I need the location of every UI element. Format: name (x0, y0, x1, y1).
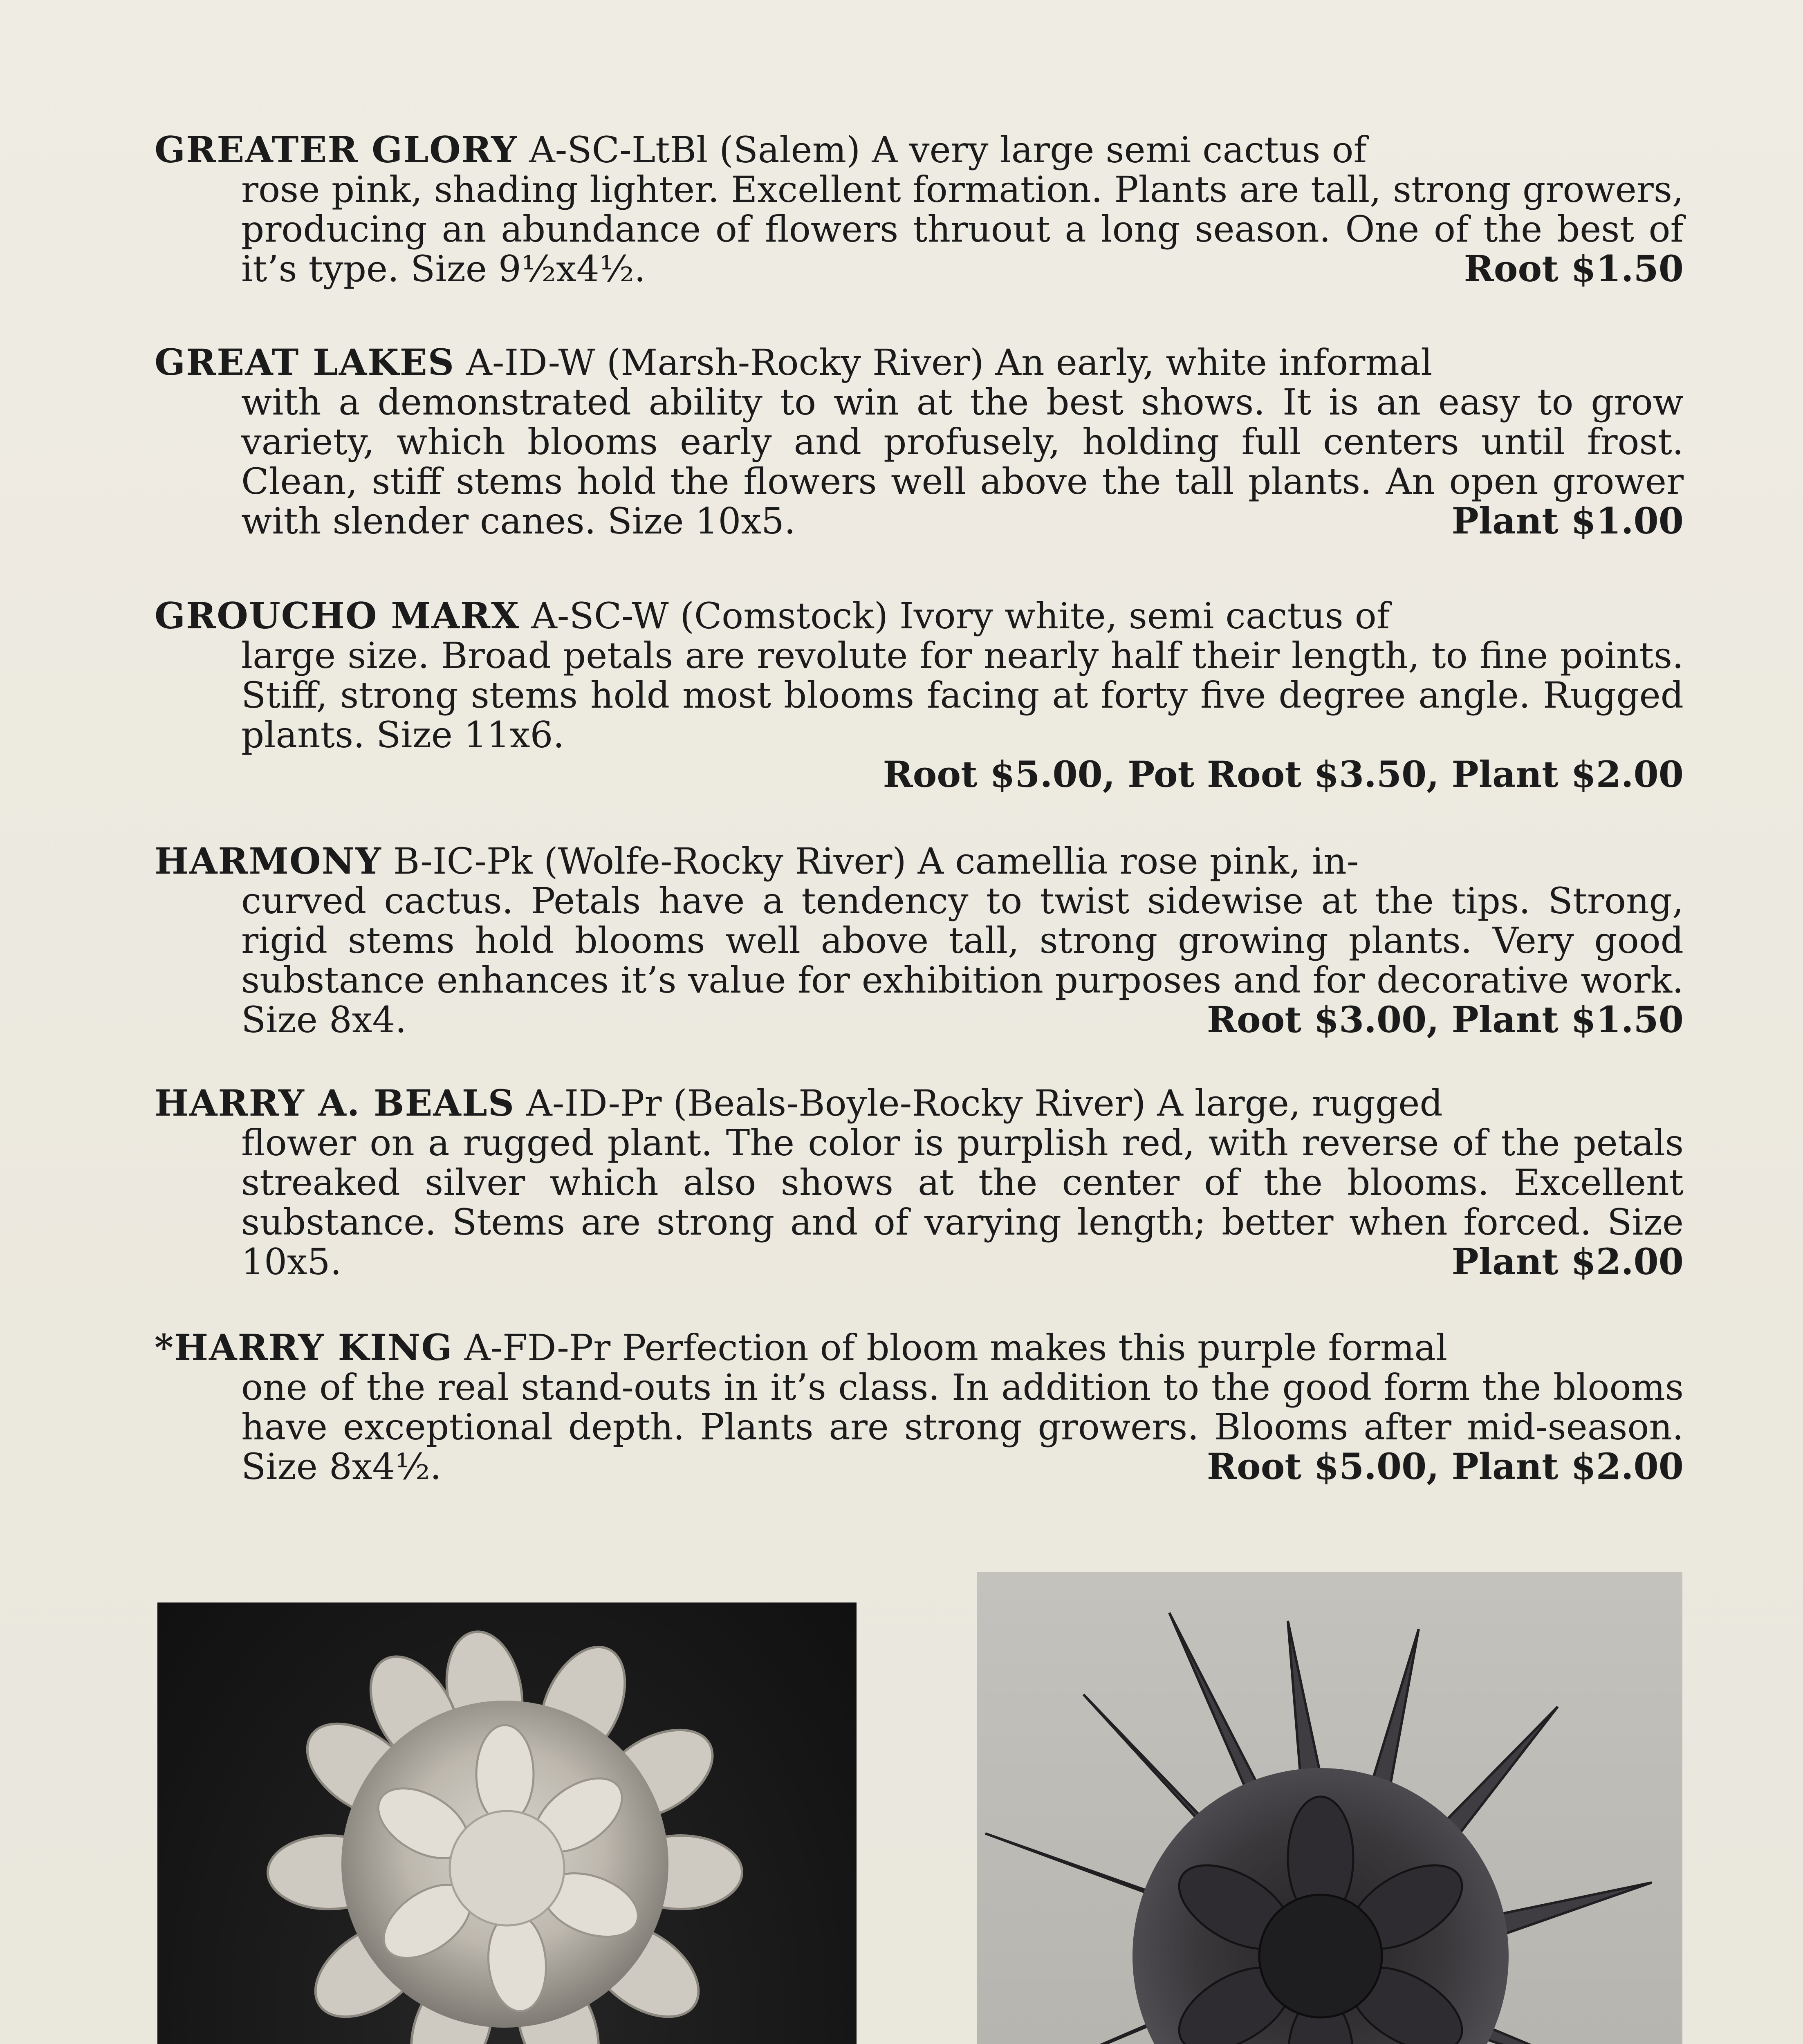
variety-name: *HARRY KING (155, 1326, 453, 1369)
dark-dahlia-image (977, 1572, 1682, 2044)
variety-price: Root $1.50 (1464, 247, 1684, 290)
variety-first-line: A-SC-W (Comstock) Ivory white, semi cactus of (531, 595, 1390, 637)
entry-great-lakes (155, 343, 1684, 541)
great-lakes-photo (157, 1602, 857, 2044)
entry-harry-a-beals (155, 1083, 1684, 1282)
variety-name: GROUCHO MARX (155, 594, 520, 637)
variety-price: Plant $1.00 (1451, 500, 1684, 542)
variety-description: one of the real stand-outs in it’s class. In addition to the good form the blooms have exceptional depth. Plants are strong growers. Blooms after mid-season. Size 8x4½. (241, 1366, 1684, 1488)
variety-name: GREAT LAKES (155, 341, 455, 383)
variety-price: Plant $2.00 (1451, 1240, 1684, 1283)
variety-description: with a demonstrated ability to win at the best shows. It is an easy to grow variety, which blooms early and profusely, holding full centers until frost. Clean, stiff stems hold the flowers well above the tall plants. An open grower with slender canes. Size 10x5. (241, 381, 1684, 542)
harry-a-beals-photo (977, 1572, 1682, 2044)
variety-first-line: A-ID-W (Marsh-Rocky River) An early, white informal (466, 341, 1433, 383)
entry-harry-king (155, 1328, 1684, 1486)
variety-price: Root $5.00, Plant $2.00 (1206, 1445, 1684, 1488)
variety-description: curved cactus. Petals have a tendency to twist sidewise at the tips. Strong, rigid stems hold blooms well above tall, strong growing plants. Very good substance enhances it’s value for exhibition purposes and for decorative work. Size 8x4. (241, 880, 1684, 1041)
variety-first-line: B-IC-Pk (Wolfe-Rocky River) A camellia rose pink, in- (393, 840, 1359, 882)
variety-name: HARMONY (155, 840, 382, 882)
variety-name: HARRY A. BEALS (155, 1082, 515, 1124)
variety-first-line: A-SC-LtBl (Salem) A very large semi cactus of (529, 129, 1367, 171)
variety-description: rose pink, shading lighter. Excellent formation. Plants are tall, strong growers, producing an abundance of flowers thruout a long season. One of the best of it’s type. Size 9½x4½. (241, 168, 1684, 290)
variety-description: flower on a rugged plant. The color is purplish red, with reverse of the petals streaked silver which also shows at the center of the blooms. Excellent substance. Stems are strong and of varying length; better when forced. Size 10x5. (241, 1122, 1684, 1283)
entry-greater-glory (155, 130, 1684, 289)
variety-first-line: A-FD-Pr Perfection of bloom makes this purple formal (464, 1327, 1448, 1369)
entry-groucho-marx (155, 596, 1684, 794)
variety-description: large size. Broad petals are revolute for nearly half their length, to fine points. Stiff, strong stems hold most blooms facing at forty five degree angle. Rugged plants. Size 11x6. (241, 634, 1684, 756)
white-dahlia-image (157, 1602, 857, 2044)
entry-harmony (155, 841, 1684, 1040)
variety-price: Root $3.00, Plant $1.50 (1206, 998, 1684, 1041)
variety-first-line: A-ID-Pr (Beals-Boyle-Rocky River) A large, rugged (526, 1082, 1443, 1124)
variety-price: Root $5.00, Pot Root $3.50, Plant $2.00 (883, 753, 1684, 796)
variety-name: GREATER GLORY (155, 128, 518, 171)
